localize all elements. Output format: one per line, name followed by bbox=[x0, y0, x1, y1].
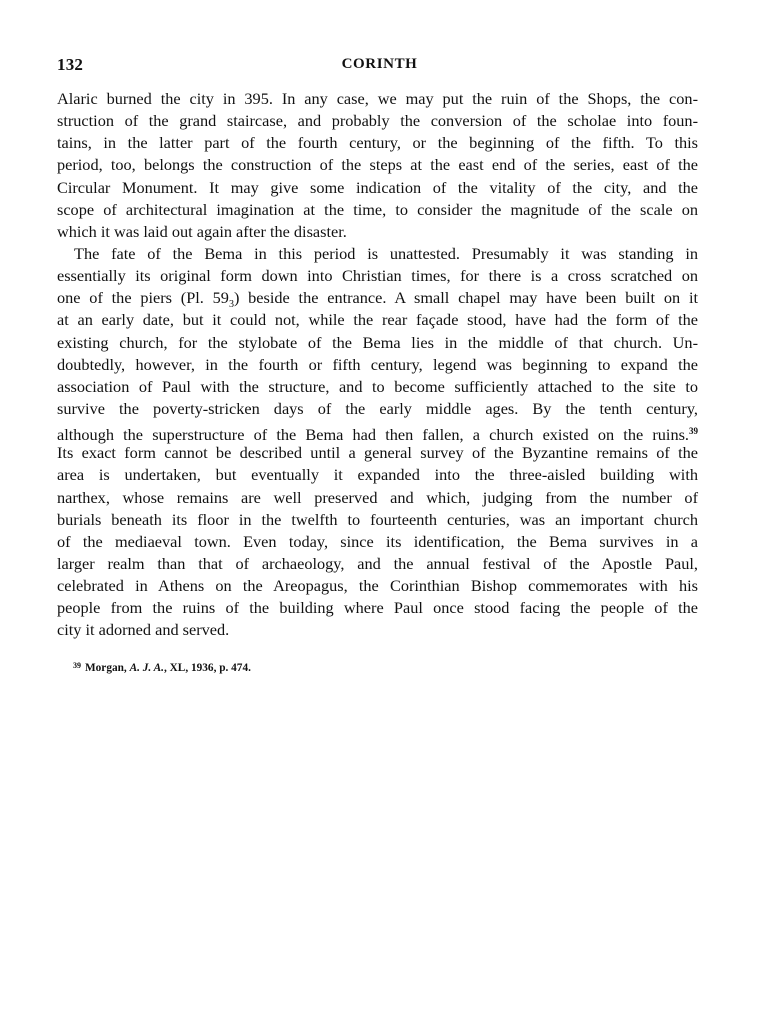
text-line: city it adorned and served. bbox=[57, 620, 230, 640]
footnote-reference: 39 bbox=[689, 426, 698, 437]
text-segment: although the superstructure of the Bema had then fallen, a church existed on the ruins. bbox=[57, 425, 689, 445]
text-line: celebrated in Athens on the Areopagus, the Corinthian Bishop commemorates with his bbox=[57, 576, 698, 596]
footnote-citation: , XL, 1936, p. 474. bbox=[163, 662, 251, 674]
text-line: area is undertaken, but eventually it expanded into the three-aisled building with bbox=[57, 465, 698, 485]
text-line: tains, in the latter part of the fourth century, or the beginning of the fifth. To this bbox=[57, 133, 698, 153]
text-line: Circular Monument. It may give some indication of the vitality of the city, and the bbox=[57, 177, 698, 197]
text-line: at an early date, but it could not, while the rear façade stood, have had the form of the bbox=[57, 310, 698, 330]
text-line bbox=[57, 287, 698, 309]
text-line: Alaric burned the city in 395. In any case, we may put the ruin of the Shops, the con- bbox=[57, 89, 698, 108]
text-line: survive the poverty-stricken days of the early middle ages. By the tenth century, bbox=[57, 398, 698, 418]
text-line: existing church, for the stylobate of the Bema lies in the middle of that church. Un- bbox=[57, 332, 698, 352]
running-head: CORINTH bbox=[341, 56, 418, 72]
text-line: people from the ruins of the building where Paul once stood facing the people of the bbox=[57, 598, 698, 618]
text-line: scope of architectural imagination at the time, to consider the magnitude of the scale on bbox=[57, 199, 698, 219]
text-line: Its exact form cannot be described until a general survey of the Byzantine remains of the bbox=[57, 443, 698, 463]
text-line: struction of the grand staircase, and probably the conversion of the scholae into foun- bbox=[57, 111, 698, 131]
text-segment: ) beside the entrance. A small chapel may have been built on it bbox=[233, 288, 699, 308]
text-segment: one of the piers (Pl. 59 bbox=[57, 288, 229, 308]
text-line: association of Paul with the structure, and to become sufficiently attached to the site to bbox=[57, 376, 698, 396]
body-text bbox=[57, 88, 698, 642]
text-line: burials beneath its floor in the twelfth to fourteenth centuries, was an important church bbox=[57, 509, 698, 529]
paragraph bbox=[57, 88, 698, 243]
text-line: which it was laid out again after the disaster. bbox=[57, 221, 347, 241]
text-line: narthex, whose remains are well preserved and which, judging from the number of bbox=[57, 487, 698, 507]
text-line: of the mediaeval town. Even today, since its identification, the Bema survives in a bbox=[57, 531, 698, 551]
text-line bbox=[57, 420, 698, 445]
footnote-marker: 39 bbox=[73, 661, 81, 670]
text-line: essentially its original form down into Christian times, for there is a cross scratched on bbox=[57, 266, 698, 286]
footnote-author: Morgan, bbox=[85, 662, 130, 674]
footnote bbox=[73, 661, 251, 674]
footnote-journal: A. J. A. bbox=[129, 662, 164, 674]
text-line: larger realm than that of archaeology, and the annual festival of the Apostle Paul, bbox=[57, 553, 698, 573]
text-line: period, too, belongs the construction of the steps at the east end of the series, east of the bbox=[57, 155, 698, 175]
page-number: 132 bbox=[57, 55, 84, 74]
paragraph bbox=[57, 243, 698, 642]
plate-subscript: 3 bbox=[228, 299, 234, 311]
text-line: doubtedly, however, in the fourth or fifth century, legend was beginning to expand the bbox=[57, 354, 698, 374]
text-line: The fate of the Bema in this period is unattested. Presumably it was standing in bbox=[74, 243, 698, 263]
